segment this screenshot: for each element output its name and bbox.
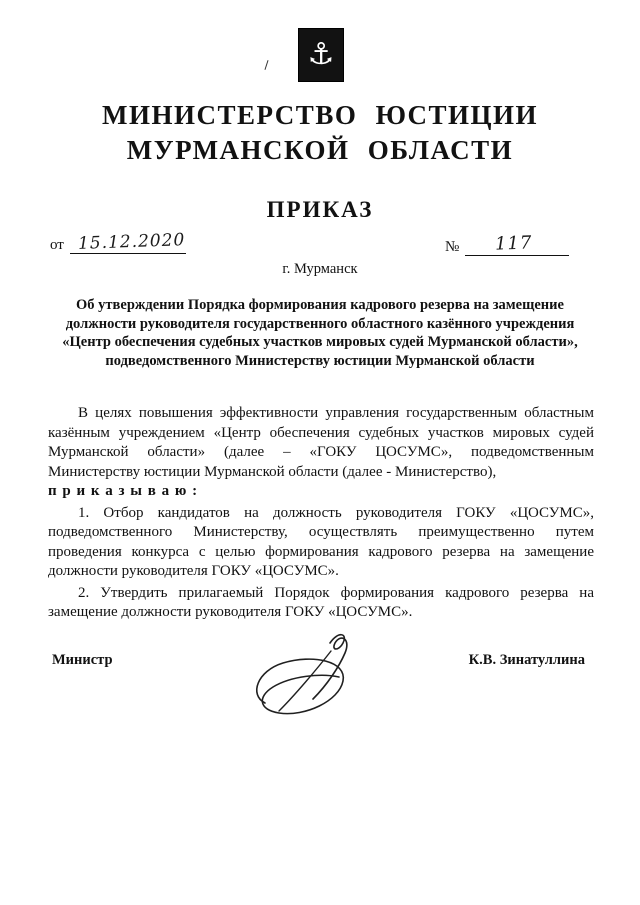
coat-of-arms-icon [298,28,344,82]
handwritten-number: 117 [494,232,534,255]
document-title: ПРИКАЗ [266,197,374,222]
ministry-name [0,98,640,168]
body-intro-paragraph: В целях повышения эффективности управления государственным областным казённым учреждением «Центр обеспечения судебных участков мировых судей Мурманской области» (далее – «ГОКУ ЦОСУМС», подведомственным Министерству юстиции Мурманской области (далее - Министерство), [48,405,594,480]
decree-word: п р и к а з ы в а ю : [48,483,199,499]
ministry-name-line2: МУРМАНСКОЙ ОБЛАСТИ [126,135,514,166]
signer-position: Министр [52,652,113,668]
handwritten-date: 15.12.2020 [77,230,186,254]
number-underline [465,232,569,256]
order-date-block [50,230,186,254]
date-prefix: от [50,237,64,253]
handwritten-signature [235,625,395,730]
date-underline [70,230,186,254]
city-label: г. Мурманск [282,261,358,277]
order-subject: Об утверждении Порядка формирования кадрового резерва на замещение должности руководителя государственного областного казённого учреждения «Центр обеспечения судебных участков мировых судей Мурманской области», подведомственного Министерству юстиции Мурманской области [62,297,578,369]
order-number-block [445,232,569,256]
number-prefix: № [445,239,460,255]
signer-name: К.В. Зинатуллина [468,652,585,668]
anchor-icon: ⚓ [307,37,335,72]
order-item-1: 1. Отбор кандидатов на должность руководителя ГОКУ «ЦОСУМС», подведомственного Министерству, осуществлять преимущественно путем проведения конкурса с целью формирования кадрового резерва на замещение должности руководителя ГОКУ «ЦОСУМС». [48,504,594,579]
ministry-name-line1: МИНИСТЕРСТВО ЮСТИЦИИ [101,100,538,130]
order-body [48,404,594,623]
scan-artifact-mark [264,60,268,70]
order-item-2: 2. Утвердить прилагаемый Порядок формирования кадрового резерва на замещение должности руководителя ГОКУ «ЦОСУМС». [48,584,594,620]
